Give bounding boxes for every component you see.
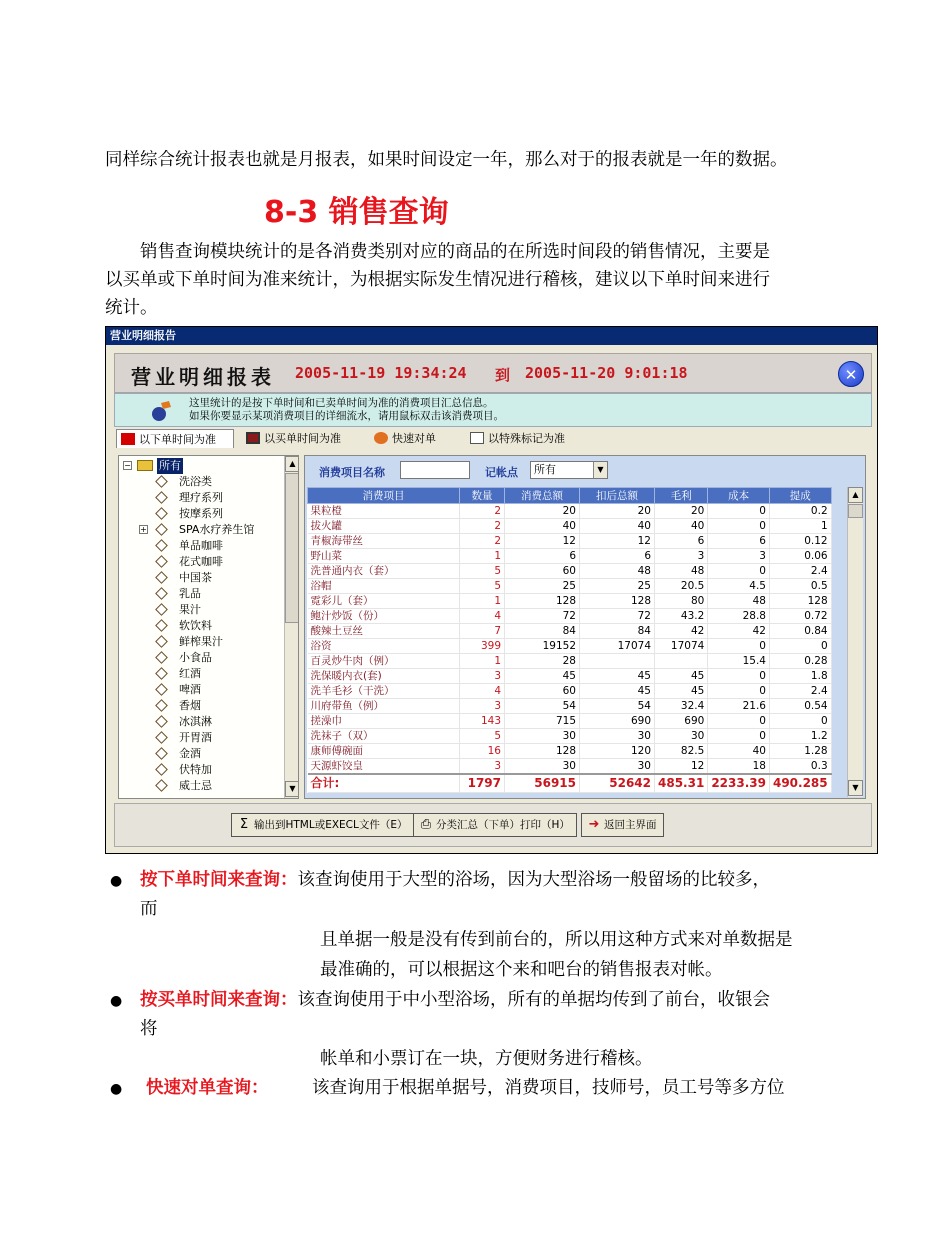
bullet-1-label: 按下单时间来查询：: [140, 870, 298, 890]
print-button-label: 分类汇总（下单）打印（H）: [436, 819, 570, 831]
bullet-2: [140, 988, 770, 1013]
table-cell: 2: [460, 519, 505, 534]
category-icon: [155, 731, 168, 744]
table-cell: 0: [708, 684, 770, 699]
item-name-label: 消费项目名称: [319, 466, 385, 479]
tab-label: 以买单时间为准: [264, 432, 341, 445]
category-icon: [155, 683, 168, 696]
print-button[interactable]: [413, 813, 577, 837]
column-header[interactable]: 扣后总额: [580, 488, 655, 504]
table-cell: 12: [655, 759, 708, 775]
table-cell: 72: [580, 609, 655, 624]
tab-order-time[interactable]: [116, 429, 234, 448]
column-header[interactable]: 提成: [769, 488, 831, 504]
tab-label: 以特殊标记为准: [488, 432, 565, 445]
tree-item-label: 乳品: [179, 587, 201, 600]
table-cell: 3: [460, 699, 505, 714]
category-icon: [155, 635, 168, 648]
table-cell: 0: [708, 714, 770, 729]
bullet-3-text: 该查询用于根据单据号，消费项目，技师号，员工号等多方位: [312, 1078, 785, 1098]
table-cell: 4: [460, 609, 505, 624]
table-cell: 1.28: [769, 744, 831, 759]
tree-item-label: SPA水疗养生馆: [179, 523, 255, 536]
table-cell: 0: [708, 669, 770, 684]
table-row[interactable]: [308, 564, 832, 579]
table-cell: 399: [460, 639, 505, 654]
account-value: 所有: [534, 463, 556, 476]
tree-item-label: 伏特加: [179, 763, 212, 776]
table-cell: 120: [580, 744, 655, 759]
tree-item-label: 冰淇淋: [179, 715, 212, 728]
date-from: 2005-11-19 19:34:24: [295, 364, 467, 382]
column-header[interactable]: 消费总额: [505, 488, 580, 504]
bullet-3-label: [146, 1076, 269, 1101]
table-cell: 搓澡巾: [308, 714, 460, 729]
table-cell: 15.4: [708, 654, 770, 669]
info-banner: [114, 393, 872, 427]
table-cell: 19152: [505, 639, 580, 654]
folder-open-icon: [137, 460, 153, 471]
table-cell: 45: [580, 684, 655, 699]
table-cell: 82.5: [655, 744, 708, 759]
tree-item-label: 单品咖啡: [179, 539, 223, 552]
intro-line: 同样综合统计报表也就是月报表，如果时间设定一年，那么对于的报表就是一年的数据。: [105, 150, 788, 170]
table-scrollbar[interactable]: [847, 487, 863, 797]
category-icon: [155, 539, 168, 552]
tree-item-label: 红酒: [179, 667, 201, 680]
tree-item-label: 花式咖啡: [179, 555, 223, 568]
total-cell: 52642: [580, 774, 655, 792]
sigma-icon: Σ: [239, 817, 249, 832]
table-cell: 2.4: [769, 684, 831, 699]
table-row[interactable]: [308, 714, 832, 729]
button-bar: [114, 803, 872, 847]
category-icon: [155, 747, 168, 760]
table-row[interactable]: [308, 594, 832, 609]
table-cell: 川府带鱼（例）: [308, 699, 460, 714]
bullet-icon: ●: [110, 1081, 123, 1097]
table-cell: 17074: [580, 639, 655, 654]
table-cell: 18: [708, 759, 770, 775]
table-cell: 60: [505, 684, 580, 699]
column-header[interactable]: 毛利: [655, 488, 708, 504]
table-cell: 果粒橙: [308, 504, 460, 519]
table-cell: 80: [655, 594, 708, 609]
table-row[interactable]: [308, 579, 832, 594]
table-cell: 84: [505, 624, 580, 639]
total-cell: 1797: [460, 774, 505, 792]
table-cell: 1: [460, 594, 505, 609]
table-row[interactable]: [308, 519, 832, 534]
table-cell: 0: [708, 519, 770, 534]
category-icon: [155, 715, 168, 728]
table-cell: 0.72: [769, 609, 831, 624]
table-row[interactable]: [308, 654, 832, 669]
scroll-thumb[interactable]: [285, 473, 299, 623]
table-cell: 12: [505, 534, 580, 549]
table-cell: 690: [580, 714, 655, 729]
table-cell: 5: [460, 579, 505, 594]
tree-item-label: 理疗系列: [179, 491, 223, 504]
table-cell: 48: [708, 594, 770, 609]
table-cell: 54: [505, 699, 580, 714]
tree-item-label: 中国茶: [179, 571, 212, 584]
total-cell: 合计:: [308, 774, 460, 792]
table-cell: 30: [580, 729, 655, 744]
table-cell: 2: [460, 534, 505, 549]
document-icon: [246, 432, 260, 444]
table-cell: 40: [505, 519, 580, 534]
tree-item-label: 啤酒: [179, 683, 201, 696]
table-cell: 5: [460, 564, 505, 579]
table-cell: 6: [505, 549, 580, 564]
total-cell: 485.31: [655, 774, 708, 792]
table-row[interactable]: [308, 549, 832, 564]
total-cell: 490.285: [769, 774, 831, 792]
account-label: 记帐点: [485, 466, 518, 479]
table-cell: 0.54: [769, 699, 831, 714]
table-cell: 42: [708, 624, 770, 639]
table-cell: 128: [580, 594, 655, 609]
table-row[interactable]: [308, 729, 832, 744]
table-cell: 20: [655, 504, 708, 519]
tree-item-label: 按摩系列: [179, 507, 223, 520]
table-cell: 25: [580, 579, 655, 594]
bullet-2-cont: 将: [140, 1019, 158, 1039]
bullet-1-text: 该查询使用于大型的浴场，因为大型浴场一般留场的比较多，: [297, 870, 770, 890]
table-cell: 3: [460, 669, 505, 684]
table-row[interactable]: [308, 684, 832, 699]
tree-item-label: 鲜榨果汁: [179, 635, 223, 648]
chevron-down-icon[interactable]: ▼: [593, 462, 607, 478]
table-cell: 45: [505, 669, 580, 684]
table-row[interactable]: [308, 699, 832, 714]
table-cell: 40: [655, 519, 708, 534]
column-header[interactable]: 消费项目: [308, 488, 460, 504]
bullet-3-label-text: 快速对单查询：: [146, 1078, 269, 1098]
date-to: 2005-11-20 9:01:18: [525, 364, 688, 382]
table-cell: 4.5: [708, 579, 770, 594]
category-icon: [155, 763, 168, 776]
table-cell: 酸辣土豆丝: [308, 624, 460, 639]
table-cell: 12: [580, 534, 655, 549]
table-cell: 康师傅碗面: [308, 744, 460, 759]
table-cell: 72: [505, 609, 580, 624]
folder-icon: [121, 433, 135, 445]
table-row[interactable]: [308, 504, 832, 519]
table-cell: 30: [580, 759, 655, 775]
export-button[interactable]: [231, 813, 415, 837]
category-icon: [155, 587, 168, 600]
report-header: [114, 353, 872, 393]
table-cell: 洗袜子（双）: [308, 729, 460, 744]
export-button-label: 输出到HTML或EXECL文件（E）: [254, 819, 408, 831]
table-cell: 0: [769, 714, 831, 729]
table-cell: 洗羊毛衫（干洗）: [308, 684, 460, 699]
section-heading: 8-3 销售查询: [264, 195, 449, 230]
page-icon: [470, 432, 484, 444]
table-cell: 浴帽: [308, 579, 460, 594]
tree-item-label: 香烟: [179, 699, 201, 712]
tools-icon: [149, 399, 173, 423]
item-name-input[interactable]: [400, 461, 470, 479]
tab-label: 以下单时间为准: [139, 433, 216, 446]
tab-label: 快速对单: [392, 432, 436, 445]
table-cell: 40: [708, 744, 770, 759]
table-cell: 1: [460, 654, 505, 669]
return-button-label: 返回主界面: [604, 819, 657, 831]
table-cell: 60: [505, 564, 580, 579]
scroll-down-icon[interactable]: ▼: [848, 780, 863, 796]
table-cell: 28: [505, 654, 580, 669]
bullet-2-label: 按买单时间来查询：: [140, 990, 298, 1010]
tree-item-label: 开胃酒: [179, 731, 212, 744]
table-cell: 3: [655, 549, 708, 564]
table-cell: 天源虾饺皇: [308, 759, 460, 775]
tree-item-label: 洗浴类: [179, 475, 212, 488]
table-cell: [580, 654, 655, 669]
bullet-1-cont: 而: [140, 899, 158, 919]
category-icon: [155, 619, 168, 632]
category-icon: [155, 603, 168, 616]
category-icon: [155, 475, 168, 488]
table-cell: 1.8: [769, 669, 831, 684]
category-icon: [155, 555, 168, 568]
date-to-label: 到: [495, 366, 511, 384]
table-cell: 45: [580, 669, 655, 684]
category-icon: [155, 779, 168, 792]
category-icon: [155, 667, 168, 680]
table-cell: 48: [655, 564, 708, 579]
category-tree: [118, 455, 299, 799]
scroll-down-icon[interactable]: ▼: [285, 781, 299, 797]
table-cell: 28.8: [708, 609, 770, 624]
category-icon: [155, 699, 168, 712]
table-cell: 690: [655, 714, 708, 729]
table-cell: 6: [708, 534, 770, 549]
table-cell: 143: [460, 714, 505, 729]
table-cell: 0: [769, 639, 831, 654]
table-row[interactable]: [308, 624, 832, 639]
scroll-up-icon[interactable]: ▲: [848, 487, 863, 503]
category-icon: [155, 523, 168, 536]
desc-line-2: 以买单或下单时间为准来统计，为根据实际发生情况进行稽核，建议以下单时间来进行: [105, 270, 770, 290]
table-cell: 1.2: [769, 729, 831, 744]
table-cell: 百灵炒牛肉（例）: [308, 654, 460, 669]
table-cell: 0.3: [769, 759, 831, 775]
table-cell: 48: [580, 564, 655, 579]
table-row[interactable]: [308, 759, 832, 775]
category-icon: [155, 507, 168, 520]
table-row[interactable]: [308, 669, 832, 684]
table-cell: 43.2: [655, 609, 708, 624]
table-cell: 7: [460, 624, 505, 639]
category-icon: [155, 651, 168, 664]
table-cell: 1: [769, 519, 831, 534]
expand-icon[interactable]: +: [140, 525, 147, 534]
table-cell: 0.84: [769, 624, 831, 639]
table-cell: 0: [708, 639, 770, 654]
table-row[interactable]: [308, 534, 832, 549]
return-button[interactable]: [581, 813, 664, 837]
tab-checkout-time[interactable]: [242, 429, 362, 448]
printer-icon: ⎙: [420, 817, 432, 832]
scroll-up-icon[interactable]: ▲: [285, 456, 299, 472]
table-cell: 2: [460, 504, 505, 519]
table-cell: 20: [580, 504, 655, 519]
report-window-screenshot: [105, 326, 878, 854]
window-title-bar: 营业明细报告: [106, 327, 877, 345]
bullet-2-extra-1: 帐单和小票订在一块，方便财务进行稽核。: [320, 1049, 653, 1069]
table-cell: 42: [655, 624, 708, 639]
tree-scrollbar[interactable]: [284, 456, 299, 798]
table-cell: 54: [580, 699, 655, 714]
table-cell: 84: [580, 624, 655, 639]
report-title: 营业明细报表: [131, 365, 275, 389]
table-cell: 20.5: [655, 579, 708, 594]
sales-table: [307, 487, 832, 793]
desc-line-3: 统计。: [105, 298, 158, 318]
tab-special-mark[interactable]: [466, 429, 586, 448]
table-cell: 6: [655, 534, 708, 549]
table-cell: 野山菜: [308, 549, 460, 564]
table-cell: 洗普通内衣（套）: [308, 564, 460, 579]
table-cell: 0.06: [769, 549, 831, 564]
table-cell: 40: [580, 519, 655, 534]
table-cell: 0: [708, 729, 770, 744]
table-cell: 3: [460, 759, 505, 775]
tab-bar: [114, 427, 872, 449]
table-cell: 洗保暖内衣(套): [308, 669, 460, 684]
collapse-icon[interactable]: −: [124, 461, 131, 470]
table-cell: 17074: [655, 639, 708, 654]
column-header[interactable]: 成本: [708, 488, 770, 504]
tree-item-label: 果汁: [179, 603, 201, 616]
table-cell: 2.4: [769, 564, 831, 579]
bullet-2-text: 该查询使用于中小型浴场，所有的单据均传到了前台，收银会: [297, 990, 770, 1010]
tree-root-label: 所有: [159, 459, 181, 472]
table-row[interactable]: [308, 744, 832, 759]
table-cell: 鲍汁炒饭（份）: [308, 609, 460, 624]
bullet-icon: ●: [110, 873, 123, 889]
table-cell: 30: [505, 759, 580, 775]
bullet-1: [140, 868, 770, 893]
column-header[interactable]: 数量: [460, 488, 505, 504]
tree-item-label: 软饮料: [179, 619, 212, 632]
table-cell: 32.4: [655, 699, 708, 714]
table-cell: 30: [505, 729, 580, 744]
table-cell: 45: [655, 684, 708, 699]
table-cell: 霓彩儿（套）: [308, 594, 460, 609]
table-cell: 0.28: [769, 654, 831, 669]
table-cell: 1: [460, 549, 505, 564]
table-cell: 25: [505, 579, 580, 594]
table-cell: [655, 654, 708, 669]
table-cell: 0: [708, 504, 770, 519]
table-cell: 青椒海带丝: [308, 534, 460, 549]
table-cell: 5: [460, 729, 505, 744]
table-row[interactable]: [308, 609, 832, 624]
info-line-2: 如果你要显示某项消费项目的详细流水，请用鼠标双击该消费项目。: [189, 410, 504, 422]
table-cell: 0.12: [769, 534, 831, 549]
table-cell: 715: [505, 714, 580, 729]
table-cell: 3: [708, 549, 770, 564]
table-cell: 20: [505, 504, 580, 519]
scroll-thumb[interactable]: [848, 504, 863, 518]
bullet-1-extra-2: 最准确的，可以根据这个来和吧台的销售报表对帐。: [320, 960, 723, 980]
tree-item-label: 小食品: [179, 651, 212, 664]
table-cell: 浴资: [308, 639, 460, 654]
account-select[interactable]: [530, 461, 608, 479]
category-icon: [155, 491, 168, 504]
table-cell: 0: [708, 564, 770, 579]
bullet-icon: ●: [110, 993, 123, 1009]
table-row[interactable]: [308, 639, 832, 654]
table-cell: 21.6: [708, 699, 770, 714]
tab-quick-check[interactable]: [370, 429, 454, 448]
total-cell: 56915: [505, 774, 580, 792]
tree-item-label: 威士忌: [179, 779, 212, 792]
table-cell: 128: [505, 744, 580, 759]
category-icon: [155, 571, 168, 584]
desc-line-1: 销售查询模块统计的是各消费类别对应的商品的在所选时间段的销售情况，主要是: [140, 242, 770, 262]
info-line-1: 这里统计的是按下单时间和已卖单时间为准的消费项目汇总信息。: [189, 397, 494, 409]
table-cell: 0.2: [769, 504, 831, 519]
table-cell: 0.5: [769, 579, 831, 594]
table-cell: 45: [655, 669, 708, 684]
table-cell: 6: [580, 549, 655, 564]
table-cell: 4: [460, 684, 505, 699]
table-cell: 30: [655, 729, 708, 744]
table-cell: 16: [460, 744, 505, 759]
detail-panel: [304, 455, 866, 799]
total-cell: 2233.39: [708, 774, 770, 792]
close-icon[interactable]: ✕: [838, 361, 864, 387]
tree-item-label: 金酒: [179, 747, 201, 760]
arrow-right-icon: ➜: [588, 817, 600, 832]
table-cell: 拔火罐: [308, 519, 460, 534]
table-cell: 128: [505, 594, 580, 609]
bullet-1-extra-1: 且单据一般是没有传到前台的，所以用这种方式来对单数据是: [320, 930, 793, 950]
table-cell: 128: [769, 594, 831, 609]
quick-check-icon: [374, 432, 388, 444]
total-row: [308, 774, 832, 792]
